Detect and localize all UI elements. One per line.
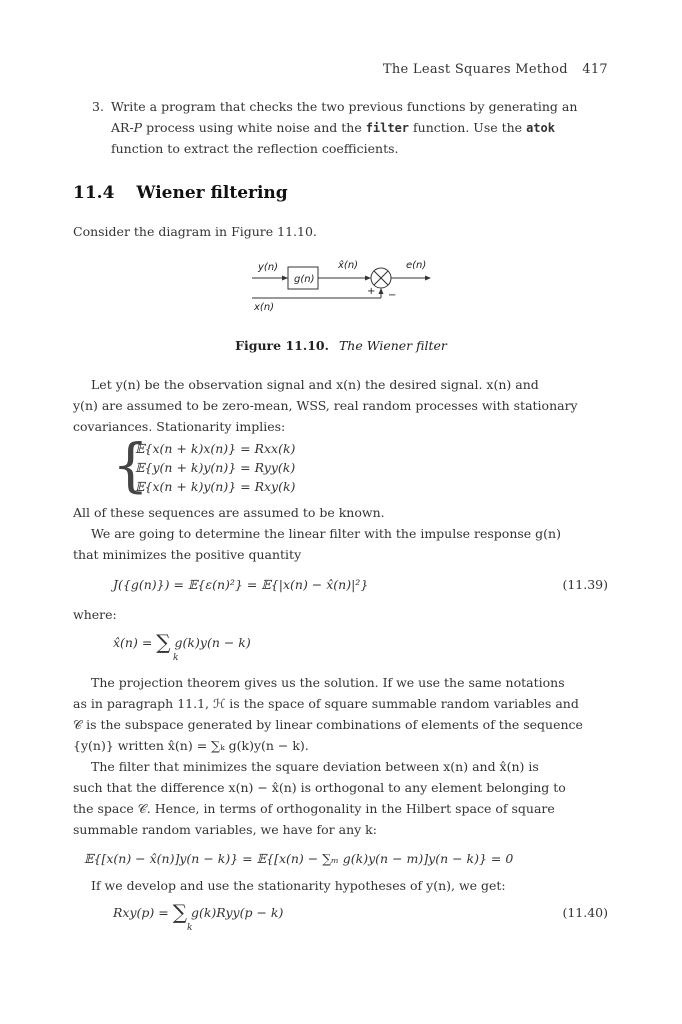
left-brace: { xyxy=(112,431,149,499)
exercise-line-1: Write a program that checks the two previous functions by generating an xyxy=(111,99,578,114)
paragraph-3-line-2: as in paragraph 11.1, ℋ is the space of square summable random variables and xyxy=(73,696,579,711)
code-filter: filter xyxy=(365,121,410,135)
paragraph-3-line-7: the space 𝒞. Hence, in terms of orthogonality in the Hilbert space of square xyxy=(73,801,555,816)
paragraph-3-line-5: The filter that minimizes the square deviation between x(n) and x̂(n) is xyxy=(91,759,539,774)
sum-symbol: ∑ xyxy=(156,630,171,654)
running-title: The Least Squares Method xyxy=(382,62,568,77)
paragraph-3-line-1: The projection theorem gives us the solution. If we use the same notations xyxy=(91,675,565,690)
exercise-text: AR- xyxy=(111,120,134,135)
code-atok: atok xyxy=(526,121,555,135)
equation-11-39: J({g(n)}) = 𝔼{ε(n)²} = 𝔼{|x(n) − x̂(n)|²} xyxy=(113,577,369,592)
arrowhead xyxy=(425,276,431,281)
paragraph-2-line-3: that minimizes the positive quantity xyxy=(73,547,302,562)
paragraph-1-line-2: y(n) are assumed to be zero-mean, WSS, real random processes with stationary xyxy=(73,398,578,413)
paragraph-2-line-2: We are going to determine the linear filter with the impulse response g(n) xyxy=(91,526,561,541)
arrowhead xyxy=(282,276,288,281)
paragraph-4: If we develop and use the stationarity hypotheses of y(n), we get: xyxy=(91,878,506,893)
sum-subscript: k xyxy=(173,653,179,663)
equation-11-40 xyxy=(113,900,283,925)
section-number: 11.4 xyxy=(73,183,115,203)
label-desired: x(n) xyxy=(254,302,275,313)
caption-text: The Wiener filter xyxy=(338,338,447,353)
system-line-1: 𝔼{x(n + k)x(n)} = Rxx(k) xyxy=(135,441,296,456)
caption-label: Figure 11.10. xyxy=(235,338,329,353)
exercise-order: P xyxy=(133,120,143,135)
label-minus: − xyxy=(388,290,397,301)
label-filter: g(n) xyxy=(294,274,315,285)
orthogonality-equation: 𝔼{[x(n) − x̂(n)]y(n − k)} = 𝔼{[x(n) − ∑ₘ g(k)y(n − m)]y(n − k)} = 0 xyxy=(84,851,514,866)
section-heading xyxy=(73,183,288,203)
arrowhead xyxy=(365,276,371,281)
where-text: where: xyxy=(73,607,117,622)
paragraph-3-line-8: summable random variables, we have for any k: xyxy=(73,822,377,837)
estimator-lhs: x̂(n) = xyxy=(113,635,157,650)
paragraph-1-line-3: covariances. Stationarity implies: xyxy=(73,419,286,434)
paragraph-3-line-4: {y(n)} written x̂(n) = ∑ₖ g(k)y(n − k). xyxy=(73,738,309,753)
eq-11-40-lhs: Rxy(p) = xyxy=(113,905,173,920)
figure-caption xyxy=(0,338,682,353)
system-line-3: 𝔼{x(n + k)y(n)} = Rxy(k) xyxy=(135,479,296,494)
paragraph-1-line-1: Let y(n) be the observation signal and x(n) the desired signal. x(n) and xyxy=(91,377,539,392)
paragraph-3-line-6: such that the difference x(n) − x̂(n) is orthogonal to any element belonging to xyxy=(73,780,566,795)
exercise-text: process using white noise and the xyxy=(142,120,366,135)
label-input: y(n) xyxy=(258,262,279,273)
label-error: e(n) xyxy=(406,260,427,271)
exercise-line-3: function to extract the reflection coefficients. xyxy=(111,141,399,156)
estimator-equation xyxy=(113,630,251,655)
arrowhead xyxy=(379,288,384,294)
running-header xyxy=(383,62,608,77)
eq-11-40-rhs: g(k)Ryy(p − k) xyxy=(190,905,284,920)
equation-number-11-40: (11.40) xyxy=(562,905,608,920)
estimator-rhs: g(k)y(n − k) xyxy=(174,635,251,650)
page-number: 417 xyxy=(582,62,608,77)
section-title: Wiener filtering xyxy=(136,183,288,203)
exercise-number: 3. xyxy=(92,99,104,114)
wiener-filter-diagram xyxy=(240,254,450,314)
equation-number-11-39: (11.39) xyxy=(562,577,608,592)
exercise-text: function. Use the xyxy=(409,120,527,135)
sum-subscript: k xyxy=(187,923,193,933)
intro-text: Consider the diagram in Figure 11.10. xyxy=(73,224,317,239)
exercise-line-2 xyxy=(111,117,555,139)
sum-symbol: ∑ xyxy=(172,900,187,924)
paragraph-2-line-1: All of these sequences are assumed to be known. xyxy=(73,505,385,520)
paragraph-3-line-3: 𝒞 is the subspace generated by linear combinations of elements of the sequence xyxy=(73,717,583,732)
label-plus: + xyxy=(367,286,376,297)
label-estimate: x̂(n) xyxy=(338,260,359,271)
system-line-2: 𝔼{y(n + k)y(n)} = Ryy(k) xyxy=(135,460,296,475)
